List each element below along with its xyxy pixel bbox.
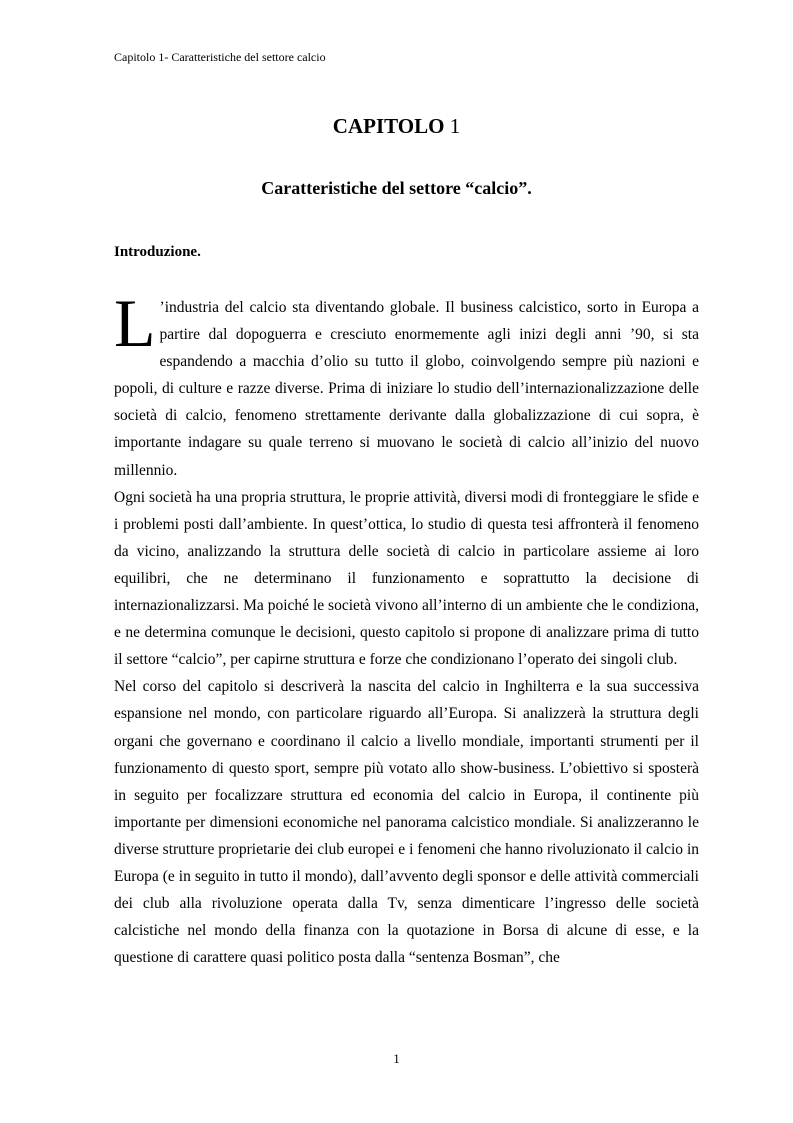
chapter-number: 1	[449, 114, 461, 138]
chapter-subtitle: Caratteristiche del settore “calcio”.	[261, 178, 532, 198]
chapter-label: CAPITOLO	[332, 114, 445, 138]
paragraph-2: Ogni società ha una propria struttura, le proprie attività, diversi modi di fronteggiare le sfide e i problemi posti dall’ambiente. In quest’ottica, lo studio di questa tesi affronterà il fenomeno da vicino, analizzando la struttura delle società di calcio in particolare assieme ai loro equilibri, che ne determinano il funzionamento e soprattutto la decisione di internazionalizzarsi. Ma poiché le società vivono all’interno di un ambiente che le condiziona, e ne determina comunque le decisioni, questo capitolo si propone di analizzare prima di tutto il settore “calcio”, per capirne struttura e forze che condizionano l’operato dei singoli club.	[114, 488, 699, 669]
body-text	[114, 285, 699, 971]
running-header: Capitolo 1- Caratteristiche del settore calcio	[114, 50, 326, 64]
paragraph-1	[114, 285, 699, 484]
page-number: 1	[393, 1051, 400, 1066]
paragraph-1-text: ’industria del calcio sta diventando globale. Il business calcistico, sorto in Europa a partire dal dopoguerra e cresciuto enormemente agli inizi degli anni ’90, si sta espandendo a macchia d’olio su tutto il globo, coinvolgendo sempre più nazioni e popoli, di culture e razze diverse. Prima di iniziare lo studio dell’internazionalizzazione delle società di calcio, fenomeno strettamente derivante dalla globalizzazione di cui sopra, è importante indagare su quale terreno si muovano le società di calcio all’inizio del nuovo millennio.	[114, 299, 699, 479]
chapter-title	[0, 113, 793, 139]
paragraph-3: Nel corso del capitolo si descriverà la nascita del calcio in Inghilterra e la sua successiva espansione nel mondo, con particolare riguardo all’Europa. Si analizzerà la struttura degli organi che governano e coordinano il calcio a livello mondiale, importanti strumenti per il funzionamento di questo sport, sempre più votato allo show-business. L’obiettivo si sposterà in seguito per focalizzare struttura ed economia del calcio in Europa, il continente più importante per dimensioni economiche nel panorama calcistico mondiale. Si analizzeranno le diverse strutture proprietarie dei club europei e i fenomeni che hanno rivoluzionato il calcio in Europa (e in seguito in tutto il mondo), dall’avvento degli sponsor e delle attività commerciali dei club alla rivoluzione operata dalla Tv, senza dimenticare l’ingresso delle società calcistiche nel mondo della finanza con la quotazione in Borsa di alcune di esse, e la questione di carattere quasi politico posta dalla “sentenza Bosman”, che	[114, 678, 699, 967]
section-title: Introduzione.	[114, 244, 201, 260]
drop-cap: L	[114, 285, 156, 361]
